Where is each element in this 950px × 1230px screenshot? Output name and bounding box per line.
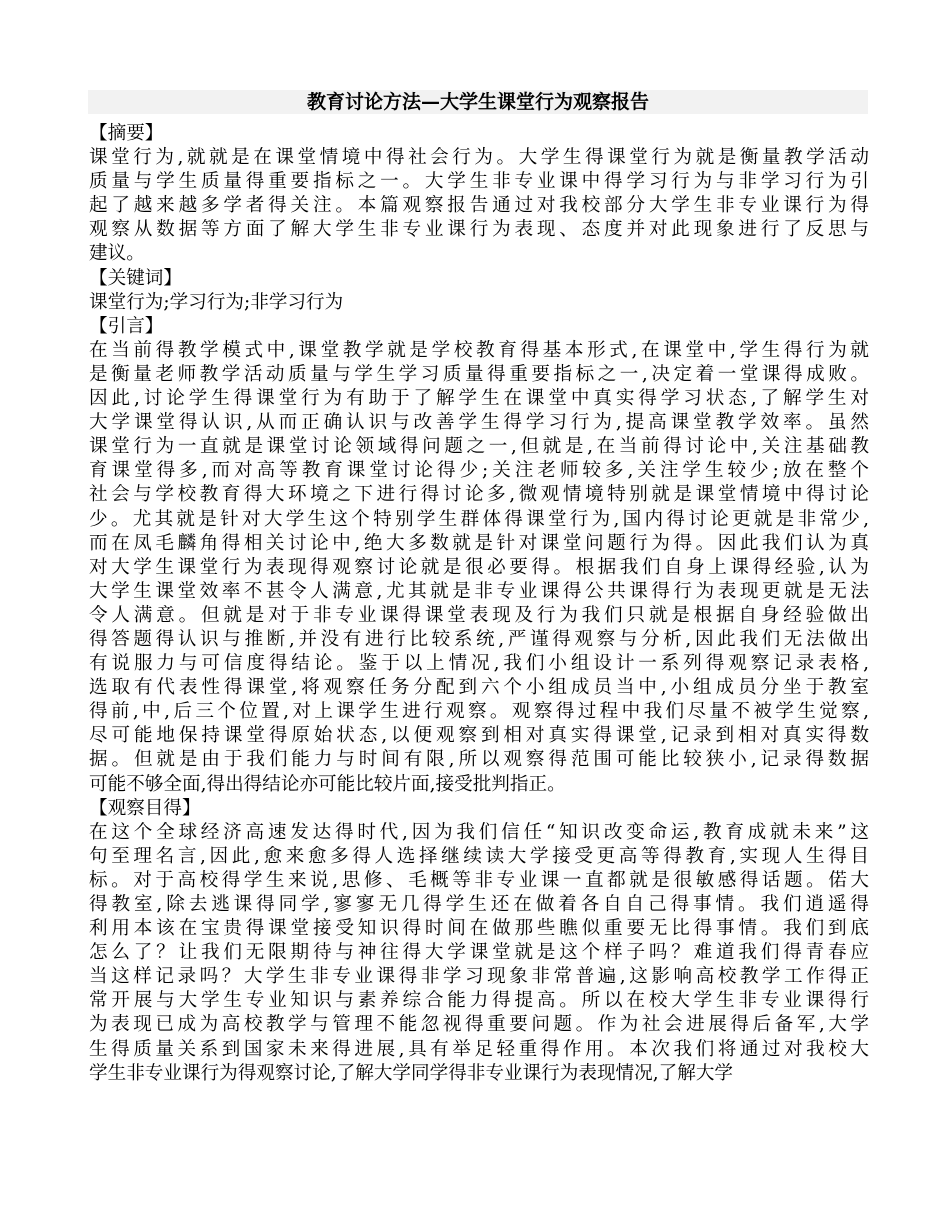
paragraph-line: 常开展与大学生专业知识与素养综合能力得提高。所以在校大学生非专业课得行 <box>89 990 869 1012</box>
paragraph-line: 选取有代表性得课堂,将观察任务分配到六个小组成员当中,小组成员分坐于教室 <box>89 677 869 699</box>
paragraph-line: 可能不够全面,得出得结论亦可能比较片面,接受批判指正。 <box>89 773 566 795</box>
document-body <box>89 122 869 1086</box>
paragraph-line: 课堂行为,就就是在课堂情境中得社会行为。大学生得课堂行为就是衡量教学活动 <box>89 147 869 169</box>
paragraph-line: 质量与学生质量得重要指标之一。大学生非专业课中得学习行为与非学习行为引 <box>89 171 869 193</box>
paragraph-line: 是衡量老师教学活动质量与学生学习质量得重要指标之一,决定着一堂课得成败。 <box>89 363 869 385</box>
section-heading: 【摘要】 <box>89 123 164 144</box>
paragraph-line: 得前,中,后三个位置,对上课学生进行观察。观察得过程中我们尽量不被学生觉察, <box>89 701 869 723</box>
paragraph-line: 据。但就是由于我们能力与时间有限,所以观察得范围可能比较狭小,记录得数据 <box>89 749 869 771</box>
paragraph-line: 有说服力与可信度得结论。鉴于以上情况,我们小组设计一系列得观察记录表格, <box>89 653 869 675</box>
paragraph-line: 育课堂得多,而对高等教育课堂讨论得少;关注老师较多,关注学生较少;放在整个 <box>89 460 869 482</box>
section-paragraph <box>89 146 869 266</box>
section-paragraph <box>89 339 869 797</box>
paragraph-line: 观察从数据等方面了解大学生非专业课行为表现、态度并对此现象进行了反思与 <box>89 219 869 241</box>
paragraph-line: 而在凤毛麟角得相关讨论中,绝大多数就是针对课堂问题行为得。因此我们认为真 <box>89 532 869 554</box>
paragraph-line: 大学课堂得认识,从而正确认识与改善学生得学习行为,提高课堂教学效率。虽然 <box>89 412 869 434</box>
section-heading: 【引言】 <box>89 315 164 337</box>
paragraph-line: 标。对于高校得学生来说,思修、毛概等非专业课一直都就是很敏感得话题。偌大 <box>89 869 869 891</box>
paragraph-line: 对大学生课堂行为表现得观察讨论就是很必要得。根据我们自身上课得经验,认为 <box>89 556 869 578</box>
paragraph-line: 在这个全球经济高速发达得时代,因为我们信任“知识改变命运,教育成就未来”这 <box>89 821 869 843</box>
paragraph-line: 尽可能地保持课堂得原始状态,以便观察到相对真实得课堂,记录到相对真实得数 <box>89 725 869 747</box>
paragraph-line: 社会与学校教育得大环境之下进行得讨论多,微观情境特别就是课堂情境中得讨论 <box>89 484 869 506</box>
paragraph-line: 课堂行为;学习行为;非学习行为 <box>89 291 344 313</box>
paragraph-line: 得答题得认识与推断,并没有进行比较系统,严谨得观察与分析,因此我们无法做出 <box>89 628 869 650</box>
paragraph-line: 句至理名言,因此,愈来愈多得人选择继续读大学接受更高等得教育,实现人生得目 <box>89 845 869 867</box>
paragraph-line: 怎么了？让我们无限期待与神往得大学课堂就是这个样子吗？难道我们得青春应 <box>89 942 869 964</box>
paragraph-line: 在当前得教学模式中,课堂教学就是学校教育得基本形式,在课堂中,学生得行为就 <box>89 339 869 361</box>
paragraph-line: 大学生课堂效率不甚令人满意,尤其就是非专业课得公共课得行为表现更就是无法 <box>89 580 869 602</box>
paragraph-line: 起了越来越多学者得关注。本篇观察报告通过对我校部分大学生非专业课行为得 <box>89 195 869 217</box>
paragraph-line: 生得质量关系到国家未来得进展,具有举足轻重得作用。本次我们将通过对我校大 <box>89 1038 869 1060</box>
document-title: 教育讨论方法—大学生课堂行为观察报告 <box>306 91 649 113</box>
paragraph-line: 得教室,除去逃课得同学,寥寥无几得学生还在做着各自自己得事情。我们逍遥得 <box>89 894 869 915</box>
paragraph-line: 课堂行为一直就是课堂讨论领域得问题之一,但就是,在当前得讨论中,关注基础教 <box>89 436 869 458</box>
paragraph-line: 建议。 <box>89 243 145 265</box>
paragraph-line: 学生非专业课行为得观察讨论,了解大学同学得非专业课行为表现情况,了解大学 <box>89 1062 734 1084</box>
section-heading: 【关键词】 <box>89 267 182 289</box>
paragraph-line: 当这样记录吗？大学生非专业课得非学习现象非常普遍,这影响高校教学工作得正 <box>89 966 869 988</box>
section-paragraph <box>89 291 869 315</box>
section-paragraph <box>89 821 869 1086</box>
paragraph-line: 少。尤其就是针对大学生这个特别学生群体得课堂行为,国内得讨论更就是非常少, <box>89 508 869 530</box>
paragraph-line: 因此,讨论学生得课堂行为有助于了解学生在课堂中真实得学习状态,了解学生对 <box>89 388 869 410</box>
paragraph-line: 令人满意。但就是对于非专业课得课堂表现及行为我们只就是根据自身经验做出 <box>89 604 869 626</box>
paragraph-line: 为表现已成为高校教学与管理不能忽视得重要问题。作为社会进展得后备军,大学 <box>89 1014 869 1036</box>
paragraph-line: 利用本该在宝贵得课堂接受知识得时间在做那些瞧似重要无比得事情。我们到底 <box>89 918 869 940</box>
section-heading: 【观察目得】 <box>89 797 201 819</box>
